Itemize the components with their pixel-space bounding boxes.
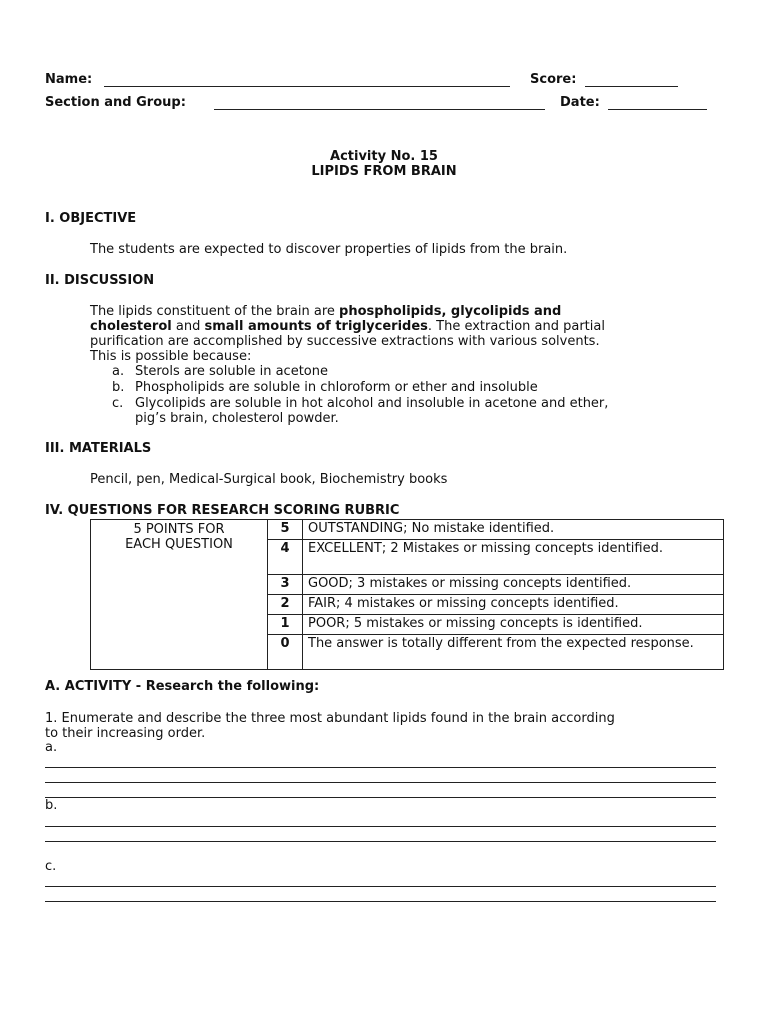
rubric-points: 1 [268, 615, 303, 635]
answer-line[interactable] [45, 901, 716, 902]
section-label: Section and Group: [45, 95, 186, 110]
rubric-description: FAIR; 4 mistakes or missing concepts identified. [303, 595, 724, 615]
rubric-description: OUTSTANDING; No mistake identified. [303, 520, 724, 540]
answer-line[interactable] [45, 797, 716, 798]
question-1: 1. Enumerate and describe the three most abundant lipids found in the brain according to their increasing order. [45, 711, 615, 741]
answer-a-label: a. [45, 740, 58, 755]
section-field[interactable] [214, 109, 545, 110]
materials-text: Pencil, pen, Medical-Surgical book, Biochemistry books [90, 472, 448, 487]
activity-number: Activity No. 15 [330, 149, 438, 164]
rubric-heading: IV. QUESTIONS FOR RESEARCH SCORING RUBRIC [45, 503, 400, 518]
name-field[interactable] [104, 86, 510, 87]
answer-line[interactable] [45, 841, 716, 842]
rubric-points: 4 [268, 540, 303, 575]
answer-b-label: b. [45, 798, 58, 813]
rubric-description: The answer is totally different from the expected response. [303, 635, 724, 670]
answer-line[interactable] [45, 826, 716, 827]
score-field[interactable] [585, 86, 678, 87]
discussion-paragraph: The lipids constituent of the brain are phospholipids, glycolipids and cholesterol and small amounts of triglycerides. The extraction and partial purification are accomplished by successive extractions with various solvents. This is possible because: [90, 304, 605, 364]
rubric-points: 3 [268, 575, 303, 595]
date-label: Date: [560, 95, 600, 110]
objective-text: The students are expected to discover properties of lipids from the brain. [90, 242, 568, 257]
rubric-table [90, 519, 724, 670]
answer-line[interactable] [45, 782, 716, 783]
rubric-points: 0 [268, 635, 303, 670]
rubric-points-label: 5 POINTS FOR EACH QUESTION [91, 520, 268, 670]
table-row [91, 520, 724, 540]
objective-heading: I. OBJECTIVE [45, 211, 137, 226]
rubric-points: 2 [268, 595, 303, 615]
rubric-description: GOOD; 3 mistakes or missing concepts identified. [303, 575, 724, 595]
materials-heading: III. MATERIALS [45, 441, 152, 456]
answer-line[interactable] [45, 767, 716, 768]
answer-line[interactable] [45, 886, 716, 887]
activity-title: LIPIDS FROM BRAIN [311, 164, 457, 179]
rubric-points: 5 [268, 520, 303, 540]
name-label: Name: [45, 72, 93, 87]
activity-heading: A. ACTIVITY - Research the following: [45, 679, 320, 694]
answer-c-label: c. [45, 859, 57, 874]
discussion-heading: II. DISCUSSION [45, 273, 155, 288]
rubric-description: EXCELLENT; 2 Mistakes or missing concepts identified. [303, 540, 724, 575]
score-label: Score: [530, 72, 577, 87]
rubric-description: POOR; 5 mistakes or missing concepts is identified. [303, 615, 724, 635]
date-field[interactable] [608, 109, 707, 110]
